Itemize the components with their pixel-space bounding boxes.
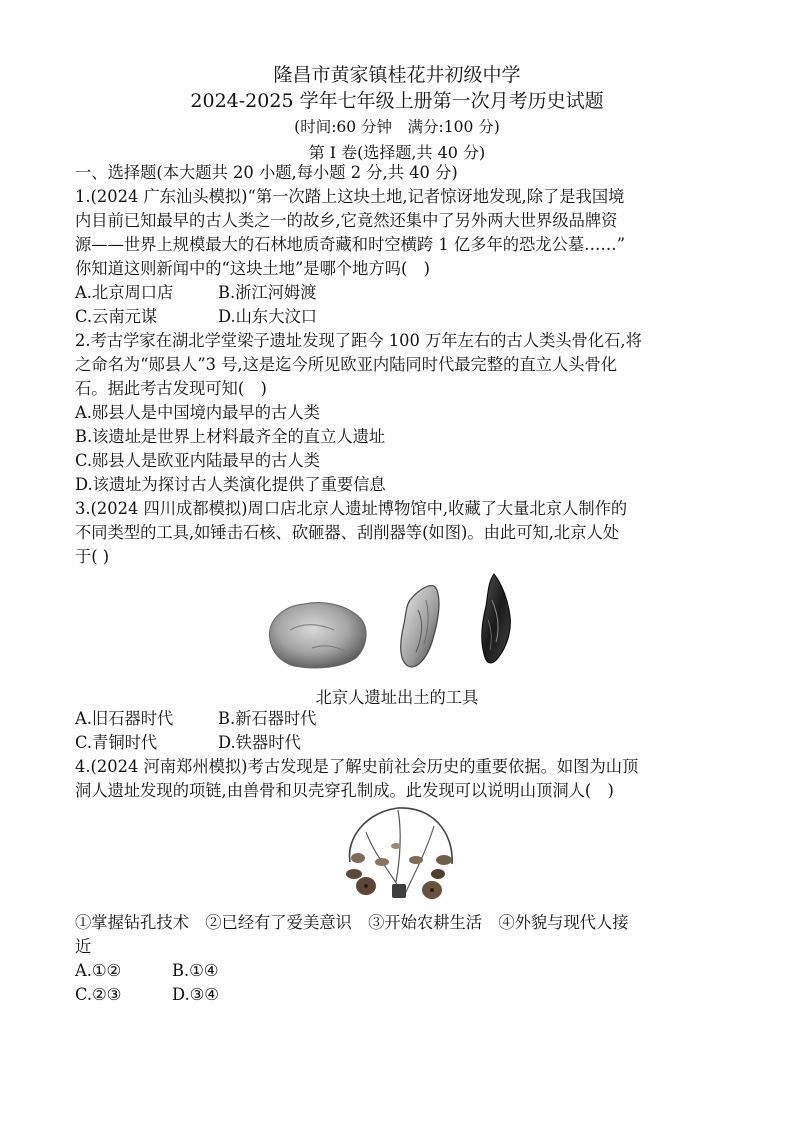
q4-statements-line: ①掌握钻孔技术 ②已经有了爱美意识 ③开始农耕生活 ④外貌与现代人接: [75, 913, 629, 932]
q4-option-a: A.①②: [75, 961, 122, 980]
q2-line: 石。据此考古发现可知( ): [75, 379, 267, 398]
q1-line: 源——世界上规模最大的石林地质奇藏和时空横跨 1 亿多年的恐龙公墓……”: [75, 235, 626, 254]
q1-option-b: B.浙江河姆渡: [218, 283, 317, 302]
q2-option-b: B.该遗址是世界上材料最齐全的直立人遗址: [75, 427, 386, 446]
q1-option-a: A.北京周口店: [75, 283, 174, 302]
stone-tools-image: [260, 570, 540, 682]
q3-option-d: D.铁器时代: [218, 733, 301, 752]
volume-title: 第 I 卷(选择题,共 40 分): [308, 143, 486, 162]
q2-line: 之命名为“郧县人”3 号,这是迄今所见欧亚内陆同时代最完整的直立人头骨化: [75, 355, 618, 374]
exam-title: 2024-2025 学年七年级上册第一次月考历史试题: [190, 90, 604, 112]
q1-option-c: C.云南元谋: [75, 307, 158, 326]
q4-line: 4.(2024 河南郑州模拟)考古发现是了解史前社会历史的重要依据。如图为山顶: [75, 757, 639, 776]
q3-option-b: B.新石器时代: [218, 709, 317, 728]
q2-option-d: D.该遗址为探讨古人类演化提供了重要信息: [75, 475, 386, 494]
school-title: 隆昌市黄家镇桂花井初级中学: [273, 64, 521, 86]
figure-caption-tools: 北京人遗址出土的工具: [315, 688, 479, 707]
q1-line: 1.(2024 广东汕头模拟)“第一次踏上这块土地,记者惊讶地发现,除了是我国境: [75, 187, 625, 206]
q4-option-b: B.①④: [172, 961, 219, 980]
q4-statements-line: 近: [75, 937, 92, 956]
q3-option-a: A.旧石器时代: [75, 709, 174, 728]
q4-option-c: C.②③: [75, 985, 122, 1004]
q1-option-d: D.山东大汶口: [218, 307, 318, 326]
q3-line: 不同类型的工具,如锤击石核、砍砸器、刮削器等(如图)。由此可知,北京人处: [75, 523, 620, 542]
q4-line: 洞人遗址发现的项链,由兽骨和贝壳穿孔制成。此发现可以说明山顶洞人( ): [75, 781, 614, 800]
q1-line: 你知道这则新闻中的“这块土地”是哪个地方吗( ): [75, 259, 430, 278]
q4-option-d: D.③④: [172, 985, 219, 1004]
q1-line: 内目前已知最早的古人类之一的故乡,它竟然还集中了另外两大世界级品牌资: [75, 211, 618, 230]
q3-line: 3.(2024 四川成都模拟)周口店北京人遗址博物馆中,收藏了大量北京人制作的: [75, 499, 628, 518]
q2-line: 2.考古学家在湖北学堂梁子遗址发现了距今 100 万年左右的古人类头骨化石,将: [75, 331, 642, 350]
section-heading: 一、选择题(本大题共 20 小题,每小题 2 分,共 40 分): [75, 163, 458, 182]
time-score-info: (时间:60 分钟 满分:100 分): [294, 118, 500, 136]
q2-option-a: A.郧县人是中国境内最早的古人类: [75, 403, 320, 422]
q3-line: 于( ): [75, 547, 110, 566]
q3-option-c: C.青铜时代: [75, 733, 158, 752]
necklace-image: [336, 802, 466, 906]
q2-option-c: C.郧县人是欧亚内陆最早的古人类: [75, 451, 320, 470]
